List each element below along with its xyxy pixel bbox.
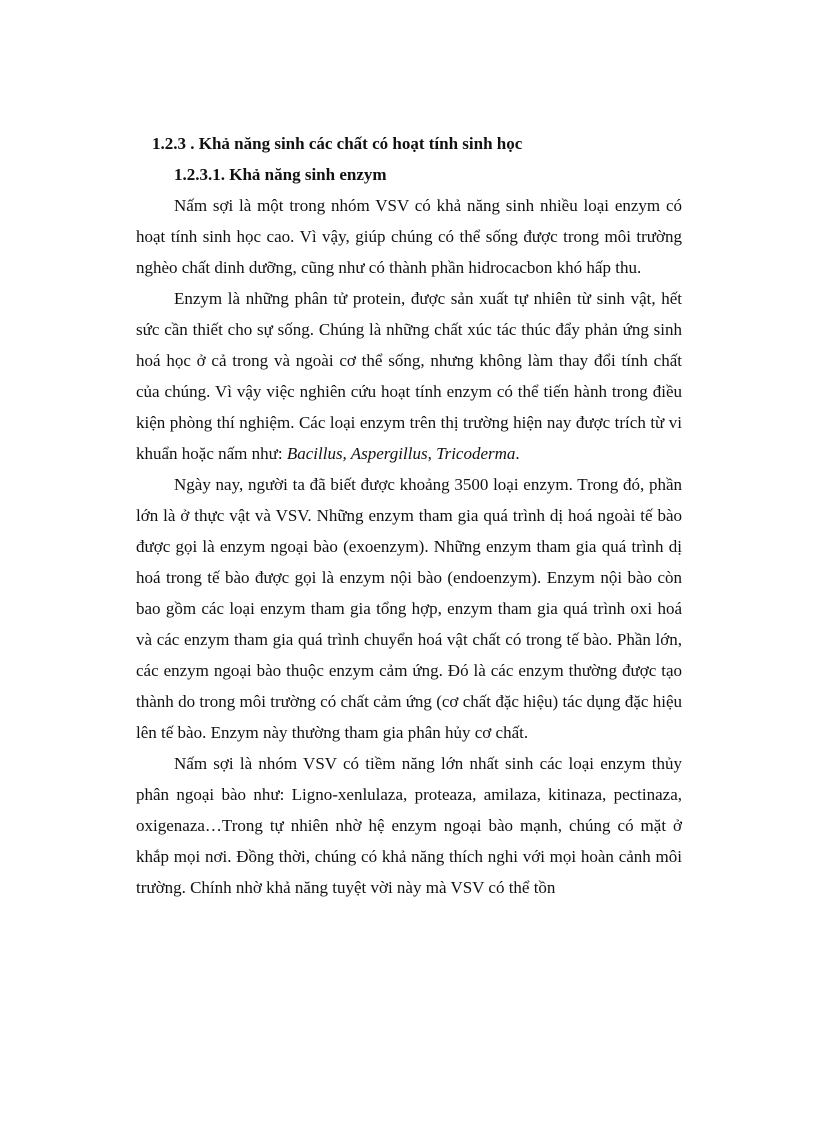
paragraph-enzyme-types: Ngày nay, người ta đã biết được khoảng 3500 loại enzym. Trong đó, phần lớn là ở thực vật và VSV. Những enzym tham gia quá trình dị hoá ngoài tế bào được gọi là enzym ngoại bào (exoenzym). Những enzym tham gia quá trình dị hoá trong tế bào được gọi là enzym nội bào (endoenzym). Enzym nội bào còn bao gồm các loại enzym tham gia tổng hợp, enzym tham gia quá trình oxi hoá và các enzym tham gia quá trình chuyển hoá vật chất có trong tế bào. Phần lớn, các enzym ngoại bào thuộc enzym cảm ứng. Đó là các enzym thường được tạo thành do trong môi trường có chất cảm ứng (cơ chất đặc hiệu) tác dụng đặc hiệu lên tế bào. Enzym này thường tham gia phân hủy cơ chất. [136,475,682,742]
paragraph-enzyme-definition [136,283,682,469]
paragraph-extracellular-enzymes: Nấm sợi là nhóm VSV có tiềm năng lớn nhất sinh các loại enzym thủy phân ngoại bào như: Ligno-xenlulaza, proteaza, amilaza, kitinaza, pectinaza, oxigenaza…Trong tự nhiên nhờ hệ enzym ngoại bào mạnh, chúng có mặt ở khắp mọi nơi. Đồng thời, chúng có khả năng thích nghi với mọi hoàn cảnh môi trường. Chính nhờ khả năng tuyệt vời này mà VSV có thể tồn [136,754,682,897]
section-heading: 1.2.3 . Khả năng sinh các chất có hoạt tính sinh học [152,134,523,153]
species-separator: , [427,444,437,463]
species-names-1: Bacillus, Aspergillus [286,444,428,463]
page-content [136,128,682,903]
sentence-end: . [515,444,520,463]
paragraph-enzyme-definition-text: Enzym là những phân tử protein, được sản xuất tự nhiên từ sinh vật, hết sức cần thiết cho sự sống. Chúng là những chất xúc tác thúc đẩy phản ứng sinh hoá học ở cả trong và ngoài cơ thể sống, nhưng không làm thay đổi tính chất của chúng. Vì vậy việc nghiên cứu hoạt tính enzym có thể tiến hành trong điều kiện phòng thí nghiệm. Các loại enzym trên thị trường hiện nay được trích từ vi khuẩn hoặc nấm như: [136,289,682,463]
subsection-heading: 1.2.3.1. Khả năng sinh enzym [174,165,387,184]
species-names-2: Tricoderma [436,444,516,463]
paragraph-fungi-enzymes: Nấm sợi là một trong nhóm VSV có khả năng sinh nhiều loại enzym có hoạt tính sinh học cao. Vì vậy, giúp chúng có thể sống được trong môi trường nghèo chất dinh dưỡng, cũng như có thành phần hidrocacbon khó hấp thu. [136,196,682,277]
